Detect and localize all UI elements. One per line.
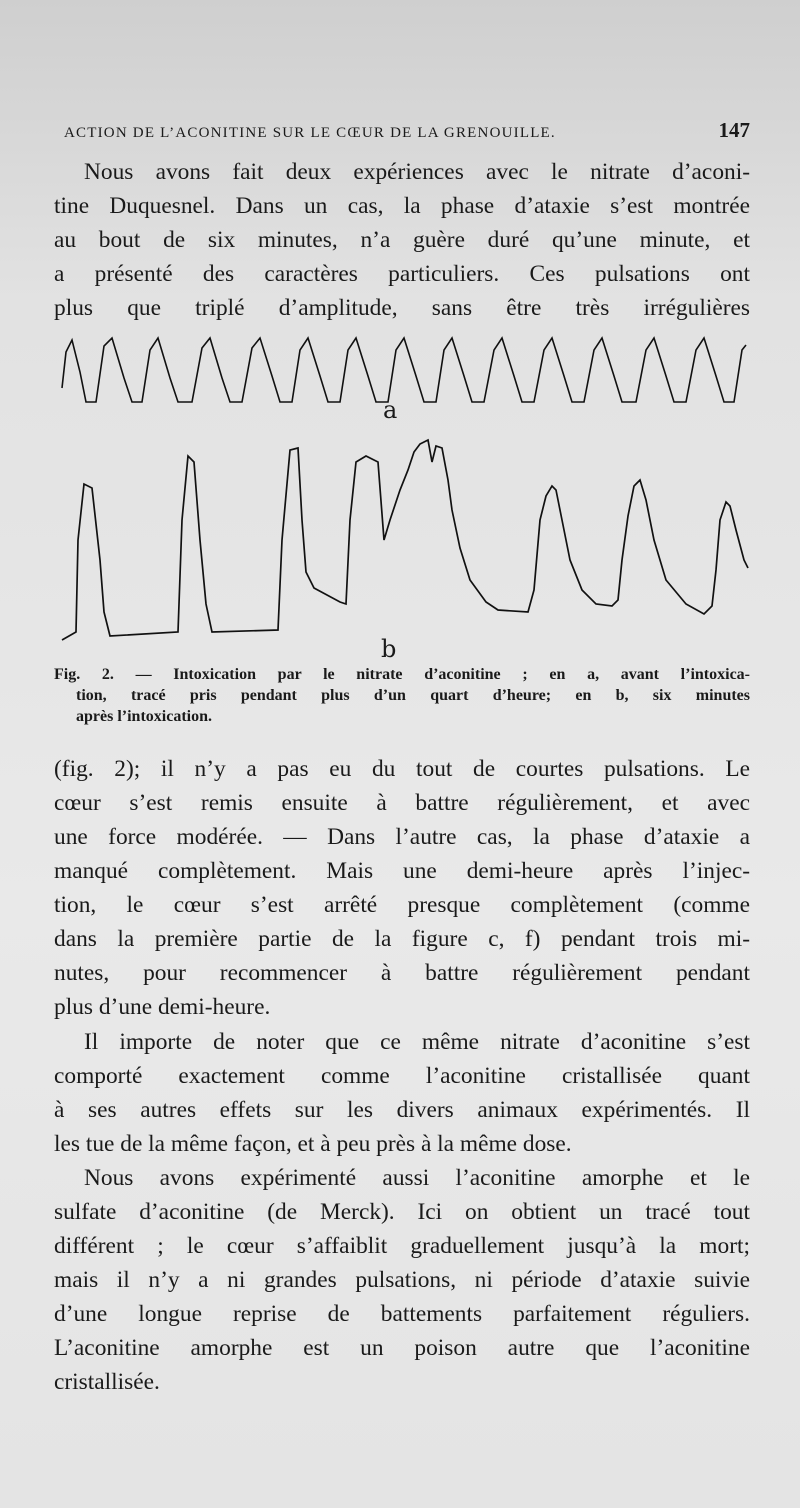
text-line: Nous avons fait deux expériences avec le nitrate d’aconi- (84, 159, 750, 185)
page-number: 147 (718, 118, 750, 142)
text-line: L’aconitine amorphe est un poison autre que l’aconitine (54, 1335, 750, 1361)
text-line: d’une longue reprise de battements parfaitement réguliers. (54, 1301, 750, 1327)
text-line: tine Duquesnel. Dans un cas, la phase d’ataxie s’est montrée (54, 193, 750, 219)
text-line: Nous avons expérimenté aussi l’aconitine amorphe et le (84, 1165, 750, 1191)
text-line: cœur s’est remis ensuite à battre régulièrement, et avec (54, 790, 750, 816)
text-line: une force modérée. — Dans l’autre cas, la phase d’ataxie a (54, 824, 750, 850)
text-line: différent ; le cœur s’affaiblit graduellement jusqu’à la mort; (54, 1233, 750, 1259)
text-line: sulfate d’aconitine (de Merck). Ici on obtient un tracé tout (54, 1199, 750, 1225)
text-line: a présenté des caractères particuliers. Ces pulsations ont (54, 261, 750, 287)
running-title: ACTION DE L’ACONITINE SUR LE CŒUR DE LA GRENOUILLE. (64, 125, 556, 141)
text-line: tion, le cœur s’est arrêté presque complètement (comme (54, 892, 750, 918)
text-line: cristallisée. (54, 1369, 160, 1395)
text-line: (fig. 2); il n’y a pas eu du tout de courtes pulsations. Le (54, 756, 750, 782)
text-line: dans la première partie de la figure c, f) pendant trois mi- (54, 926, 750, 952)
text-line: manqué complètement. Mais une demi-heure après l’injec- (54, 858, 750, 884)
text-line: mais il n’y a ni grandes pulsations, ni période d’ataxie suivie (54, 1267, 750, 1293)
text-line: au bout de six minutes, n’a guère duré qu’une minute, et (54, 227, 750, 253)
caption-line: Fig. 2. — Intoxication par le nitrate d’aconitine ; en a, avant l’intoxica- (54, 666, 750, 683)
caption-line: tion, tracé pris pendant plus d’un quart d’heure; en b, six minutes (76, 687, 750, 704)
text-line: Il importe de noter que ce même nitrate d’aconitine s’est (84, 1029, 750, 1055)
trace-b-label: b (381, 635, 397, 663)
text-line: les tue de la même façon, et à peu près à la même dose. (54, 1131, 572, 1157)
caption-line: après l’intoxication. (76, 708, 212, 725)
trace-b (62, 440, 748, 640)
trace-a-label: a (383, 396, 398, 424)
figure-caption (54, 664, 750, 727)
text-line: plus que triplé d’amplitude, sans être très irrégulières (54, 295, 750, 321)
text-line: plus d’une demi-heure. (54, 994, 271, 1020)
text-line: à ses autres effets sur les divers animaux expérimentés. Il (54, 1097, 750, 1123)
figure-2-traces (0, 0, 800, 660)
text-line: nutes, pour recommencer à battre régulièrement pendant (54, 960, 750, 986)
text-line: comporté exactement comme l’aconitine cristallisée quant (54, 1063, 750, 1089)
paragraph-2 (54, 752, 750, 1024)
paragraph-4 (54, 1161, 750, 1399)
paragraph-3 (54, 1025, 750, 1161)
trace-a (62, 338, 746, 402)
